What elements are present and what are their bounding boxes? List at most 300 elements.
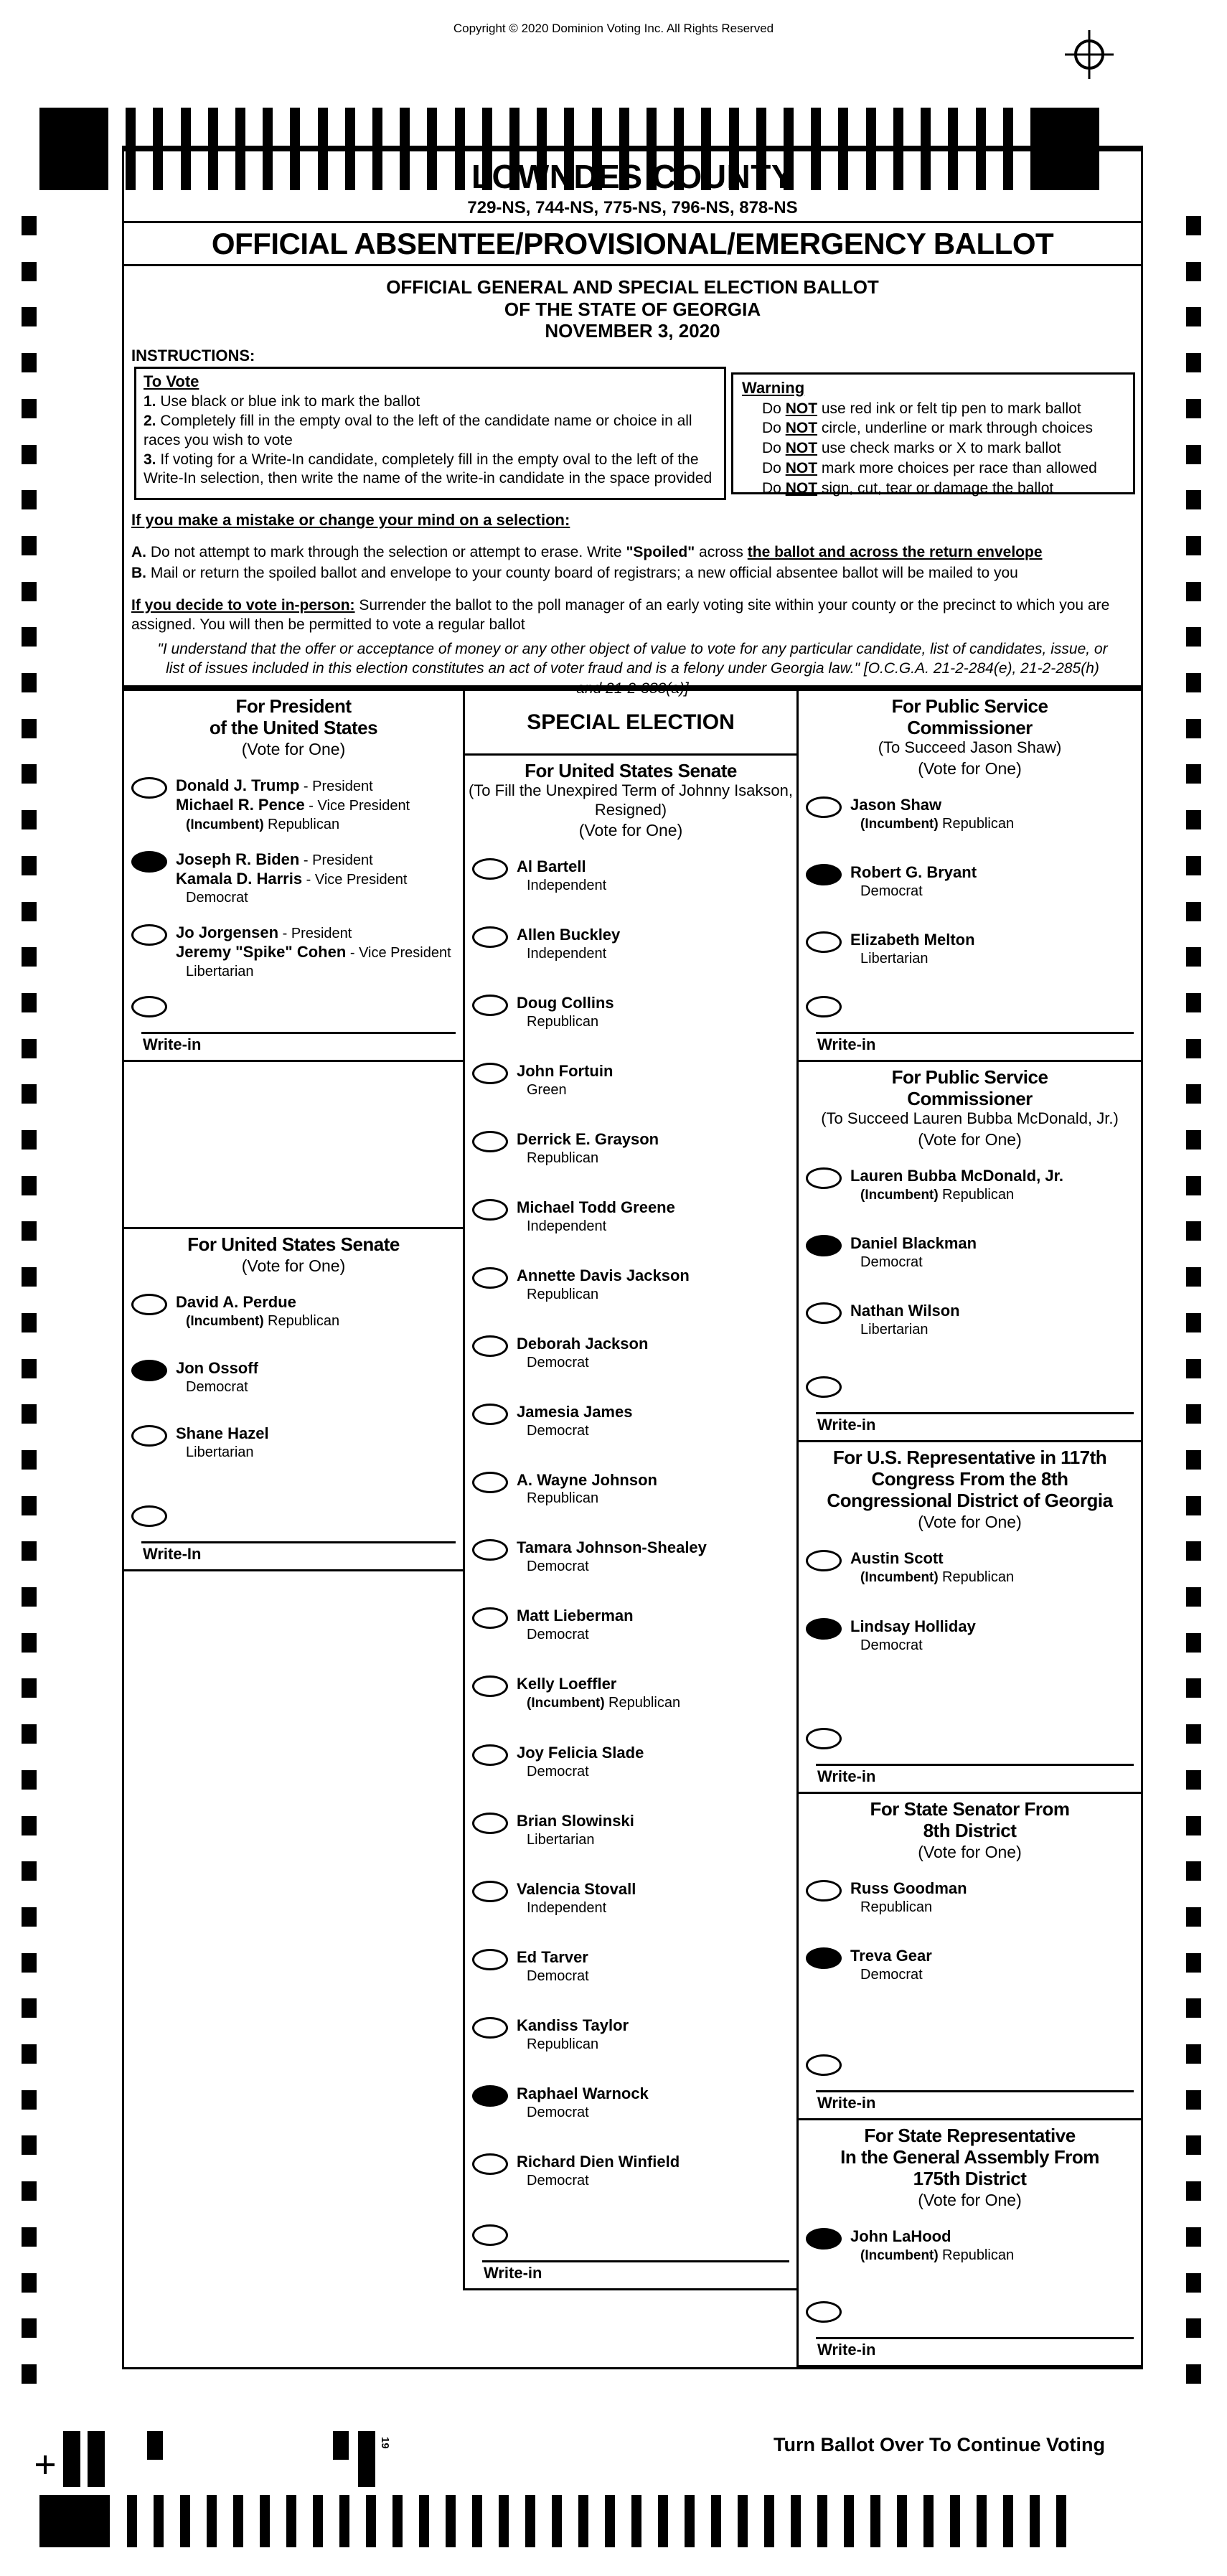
timing-bar (844, 2495, 854, 2547)
ballot-oval-filled[interactable] (472, 2085, 508, 2107)
timing-bar (897, 2495, 907, 2547)
timing-mark-right (1186, 947, 1201, 967)
candidate-row (472, 1538, 794, 1575)
warning-item: Do NOT mark more choices per race than allowed (762, 459, 1097, 476)
candidate-party: Democrat (860, 1637, 923, 1654)
special-election-header: SPECIAL ELECTION (465, 691, 796, 756)
in-person-text: Surrender the ballot to the poll manager of an early voting site within your county or the precinct to which you are assigned. You will then be permitted to vote a regular ballot (131, 597, 1110, 634)
candidate-text (517, 926, 620, 962)
candidate-name: Matt Lieberman (517, 1607, 634, 1625)
to-vote-item: 3. If voting for a Write-In candidate, completely fill in the empty oval to the left of the Write-In selection, then write the name of the write-in candidate in the space provided (144, 451, 713, 487)
race-title: For Public Service (891, 1066, 1048, 1088)
mistake-heading: If you make a mistake or change your mind on a selection: (131, 511, 570, 529)
timing-bar (339, 2495, 349, 2547)
timing-bar (63, 2431, 80, 2487)
ballot-oval[interactable] (472, 1881, 508, 1902)
to-vote-item-number: 1. (144, 392, 161, 410)
timing-bar (147, 2431, 163, 2460)
warning-not: NOT (785, 459, 818, 476)
warning-not: NOT (785, 400, 818, 417)
ballot-oval[interactable] (806, 1167, 842, 1189)
incumbent-tag: (Incumbent) (860, 1187, 942, 1203)
candidate-text (517, 994, 614, 1030)
timing-bar (88, 2431, 105, 2487)
ballot-oval[interactable] (472, 1199, 508, 1221)
warning-not: NOT (785, 420, 818, 437)
ballot-oval[interactable] (472, 1675, 508, 1697)
timing-bar (472, 2495, 482, 2547)
race-title: 175th District (913, 2168, 1027, 2190)
in-person-note (131, 596, 1129, 635)
ballot-body (122, 146, 1143, 2369)
race-title: For United States Senate (525, 760, 737, 781)
race-title: Congress From the 8th (871, 1468, 1068, 1490)
ballot-oval-filled[interactable] (806, 1618, 842, 1640)
race-subtitle: (To Succeed Lauren Bubba McDonald, Jr.) (821, 1109, 1119, 1128)
write-in-area (131, 1505, 456, 1564)
write-in-label: Write-in (817, 2341, 876, 2359)
timing-mark-right (1186, 445, 1201, 464)
ballot-oval[interactable] (472, 1404, 508, 1425)
candidate-text (517, 1471, 657, 1508)
candidate-name: Kelly Loeffler (517, 1675, 617, 1693)
registration-crosshair-icon (1061, 26, 1118, 83)
write-in-area (806, 2054, 1134, 2112)
candidate-text (517, 857, 606, 894)
candidate-party: Republican (860, 1899, 933, 1916)
ballot-oval-filled[interactable] (131, 1360, 167, 1381)
candidate-text (517, 1675, 680, 1712)
candidate-party: (Incumbent) Republican (527, 1695, 681, 1711)
timing-mark-right (1186, 399, 1201, 418)
candidate-text (517, 2084, 649, 2121)
write-in-oval[interactable] (806, 1728, 842, 1749)
to-vote-title: To Vote (144, 372, 199, 390)
candidate-name: Elizabeth Melton (850, 931, 975, 949)
to-vote-item: 2. Completely fill in the empty oval to the left of the candidate name or choice in all races you wish to vote (144, 412, 692, 448)
ballot-oval[interactable] (472, 1131, 508, 1152)
timing-mark-right (1186, 764, 1201, 784)
candidate-text (176, 850, 407, 906)
mistake-a-text2: across (695, 543, 748, 560)
timing-mark-left (22, 993, 37, 1012)
timing-mark-left (22, 1039, 37, 1058)
candidate-row (472, 2084, 794, 2121)
ballot-oval[interactable] (806, 1550, 842, 1571)
race-state-rep-175th (799, 2120, 1141, 2367)
timing-bar (1003, 2495, 1013, 2547)
ballot-oval[interactable] (472, 1335, 508, 1357)
incumbent-tag: (Incumbent) (860, 1570, 942, 1586)
write-in-oval[interactable] (806, 2301, 842, 2323)
to-vote-item-number: 2. (144, 412, 161, 429)
write-in-line[interactable] (141, 1032, 456, 1034)
timing-mark-right (1186, 582, 1201, 601)
timing-bar (711, 2495, 721, 2547)
warning-box (731, 372, 1135, 497)
ballot-oval-filled[interactable] (806, 1235, 842, 1256)
candidate-row (806, 1947, 1138, 1983)
race-us-senate (124, 1227, 463, 1571)
race-vote-for: (Vote for One) (918, 1843, 1022, 1862)
warning-not: NOT (785, 440, 818, 457)
warning-items (742, 399, 1124, 499)
race-us-senate-special (465, 756, 796, 2290)
ballot-oval[interactable] (131, 924, 167, 946)
candidate-text (517, 1403, 632, 1439)
candidate-text (850, 1302, 960, 1338)
instructions-row (134, 367, 1135, 504)
candidate-row (472, 1675, 794, 1712)
timing-bar (392, 2495, 403, 2547)
race-vote-for: (Vote for One) (241, 740, 346, 759)
candidate-text (517, 1812, 634, 1848)
write-in-oval[interactable] (806, 2054, 842, 2076)
candidate-row (472, 926, 794, 962)
write-in-line[interactable] (816, 1032, 1134, 1034)
timing-mark-right (1186, 1221, 1201, 1241)
timing-mark-right (1186, 1678, 1201, 1698)
candidate-name: Raphael Warnock (517, 2084, 649, 2102)
ballot-oval[interactable] (472, 1472, 508, 1493)
timing-mark-right (1186, 536, 1201, 555)
candidate-name: Richard Dien Winfield (517, 2152, 680, 2171)
affidavit-text: "I understand that the offer or acceptance of money or any other object of value to vote for any particular candidate, list of candidates, issue, or list of issues included in this election constitutes an act of voter fraud and is a felony under Georgia law." [O.C.G.A. 21-2-284(e), 21-2-285(h) and 21-2-383(a)] (124, 636, 1141, 691)
race-subtitle: (To Succeed Jason Shaw) (878, 738, 1062, 757)
timing-mark-left (22, 307, 37, 326)
timing-mark-right (1186, 2318, 1201, 2338)
race-title: Congressional District of Georgia (827, 1490, 1113, 1512)
timing-mark-left (22, 536, 37, 555)
candidate-name: Brian Slowinski (517, 1812, 634, 1830)
election-title-line: OF THE STATE OF GEORGIA (504, 298, 761, 320)
candidate-party: (Incumbent) Republican (860, 1186, 1015, 1203)
timing-mark-left (22, 1176, 37, 1195)
candidate-party: Libertarian (860, 951, 929, 967)
race-title: For U.S. Representative in 117th (832, 1447, 1107, 1468)
timing-mark-right (1186, 627, 1201, 647)
ballot-oval[interactable] (472, 1539, 508, 1561)
candidate-text (850, 2227, 1014, 2265)
candidate-row (472, 994, 794, 1030)
race-president (124, 691, 463, 1062)
candidate-text (517, 2153, 680, 2189)
timing-mark-right (1186, 1816, 1201, 1835)
timing-mark-left (22, 2135, 37, 2155)
timing-mark-right (1186, 719, 1201, 738)
ballot-oval[interactable] (472, 1744, 508, 1766)
candidate-party: Independent (527, 945, 607, 962)
election-title-line: OFFICIAL GENERAL AND SPECIAL ELECTION BALLOT (386, 276, 879, 298)
candidate-party: Republican (527, 1150, 599, 1166)
ballot-oval[interactable] (472, 995, 508, 1016)
ballot-oval-filled[interactable] (131, 851, 167, 873)
race-title: For State Representative (864, 2125, 1076, 2146)
county-name: LOWNDES COUNTY (471, 158, 794, 195)
write-in-area (131, 995, 456, 1054)
timing-mark-left (22, 353, 37, 372)
candidate-row (806, 796, 1138, 833)
ballot-oval-filled[interactable] (806, 1947, 842, 1969)
timing-mark-left (22, 1770, 37, 1790)
write-in-area (472, 2224, 789, 2283)
ballot-oval[interactable] (472, 1267, 508, 1289)
warning-item: Do NOT circle, underline or mark through choices (762, 420, 1094, 437)
candidate-name: Robert G. Bryant (850, 863, 977, 882)
ballot-oval-filled[interactable] (806, 864, 842, 885)
timing-mark-left (22, 1953, 37, 1973)
write-in-area (806, 995, 1134, 1054)
to-vote-item-number: 3. (144, 451, 161, 468)
timing-mark-left (22, 2364, 37, 2384)
candidate-name: Ed Tarver (517, 1947, 588, 1966)
candidate-text (517, 1744, 644, 1780)
warning-item: Do NOT use check marks or X to mark ballot (762, 440, 1061, 457)
ballot-oval[interactable] (472, 1063, 508, 1084)
race-title: Commissioner (907, 1088, 1033, 1110)
write-in-label: Write-in (484, 2264, 542, 2282)
write-in-label: Write-in (817, 1767, 876, 1785)
warning-not: NOT (785, 479, 818, 497)
timing-mark-right (1186, 1953, 1201, 1973)
timing-mark-left (22, 902, 37, 921)
candidate-role: - Vice President (346, 945, 451, 962)
timing-bar (1030, 2495, 1040, 2547)
ballot-oval[interactable] (131, 1425, 167, 1447)
race-vote-for: (Vote for One) (578, 820, 683, 840)
election-title (124, 266, 1141, 341)
candidate-party: Democrat (527, 2172, 589, 2189)
write-in-label: Write-in (817, 2094, 876, 2112)
ballot-oval[interactable] (131, 777, 167, 799)
timing-mark-right (1186, 2273, 1201, 2293)
timing-mark-left (22, 856, 37, 875)
timing-bar (817, 2495, 827, 2547)
candidate-row (472, 1403, 794, 1439)
candidate-name: Derrick E. Grayson (517, 1129, 659, 1148)
candidate-name: Valencia Stovall (517, 1880, 636, 1899)
candidate-row (472, 2016, 794, 2053)
timing-mark-left (22, 1724, 37, 1744)
timing-mark-right (1186, 2044, 1201, 2064)
candidate-text (850, 1879, 967, 1916)
candidate-row (806, 1302, 1138, 1338)
timing-mark-left (22, 947, 37, 967)
candidate-text (850, 1234, 977, 1271)
write-in-area (806, 1376, 1134, 1434)
timing-bar (791, 2495, 801, 2547)
ballot-oval[interactable] (472, 858, 508, 880)
candidate-row (472, 1266, 794, 1303)
write-in-line[interactable] (816, 1412, 1134, 1414)
candidate-name: Daniel Blackman (850, 1234, 977, 1253)
timing-bar (180, 2495, 190, 2547)
candidate-row (131, 1359, 460, 1396)
timing-mark-right (1186, 993, 1201, 1012)
candidate-role: - President (299, 779, 373, 795)
write-in-oval[interactable] (806, 1376, 842, 1398)
timing-mark-left (22, 2318, 37, 2338)
timing-mark-right (1186, 307, 1201, 326)
timing-bar (286, 2495, 296, 2547)
candidate-party: (Incumbent) Republican (186, 816, 340, 832)
warning-title: Warning (742, 379, 805, 397)
candidate-party: Democrat (186, 890, 248, 906)
candidate-party: (Incumbent) Republican (860, 1569, 1015, 1586)
candidate-name: Jamesia James (517, 1402, 633, 1421)
write-in-area (806, 1727, 1134, 1786)
ballot-oval[interactable] (806, 796, 842, 818)
candidate-name: John Fortuin (517, 1061, 614, 1080)
timing-mark-left (22, 1221, 37, 1241)
candidate-row (131, 850, 460, 906)
ballot-oval[interactable] (472, 926, 508, 948)
candidate-party: Green (527, 1081, 567, 1098)
timing-bar (870, 2495, 880, 2547)
candidate-text (517, 1948, 589, 1985)
candidate-row (472, 1471, 794, 1508)
mistake-item-a (131, 542, 1141, 562)
ballot-oval[interactable] (806, 1302, 842, 1324)
write-in-oval[interactable] (806, 996, 842, 1017)
candidate-name: Deborah Jackson (517, 1334, 649, 1353)
write-in-label: Write-in (143, 1035, 202, 1053)
timing-bar (950, 2495, 960, 2547)
candidate-name: Tamara Johnson-Shealey (517, 1538, 707, 1557)
write-in-oval[interactable] (472, 2224, 508, 2246)
race-vote-for: (Vote for One) (918, 1129, 1022, 1149)
timing-mark-right (1186, 1587, 1201, 1607)
incumbent-tag: (Incumbent) (860, 2248, 942, 2264)
candidate-party: Democrat (527, 1627, 589, 1643)
candidate-row (806, 1167, 1138, 1204)
timing-mark-right (1186, 1907, 1201, 1927)
timing-mark-right (1186, 1496, 1201, 1515)
candidate-row (131, 923, 460, 979)
timing-mark-right (1186, 1267, 1201, 1287)
timing-mark-left (22, 1267, 37, 1287)
to-vote-items (144, 392, 717, 489)
candidate-row (806, 1234, 1138, 1271)
sheet-marker: 19 (379, 2437, 391, 2449)
timing-mark-right (1186, 673, 1201, 692)
candidate-name: Donald J. Trump - President (176, 776, 373, 795)
candidate-party: Libertarian (186, 963, 254, 979)
candidate-party: Democrat (527, 1422, 589, 1439)
turn-ballot-over-text: Turn Ballot Over To Continue Voting (774, 2434, 1105, 2455)
timing-mark-left (22, 1496, 37, 1515)
write-in-line[interactable] (816, 1764, 1134, 1766)
candidate-name: Lindsay Holliday (850, 1617, 976, 1636)
race-title: 8th District (923, 1820, 1017, 1842)
timing-mark-left (22, 1633, 37, 1653)
timing-mark-left (22, 445, 37, 464)
ballot-oval[interactable] (472, 1949, 508, 1970)
candidate-text (176, 1293, 339, 1330)
write-in-area (806, 2300, 1134, 2359)
timing-mark-right (1186, 2135, 1201, 2155)
timing-mark-left (22, 719, 37, 738)
timing-mark-left (22, 2181, 37, 2201)
timing-mark-right (1186, 1633, 1201, 1653)
mistake-section (131, 510, 1141, 636)
write-in-label: Write-in (817, 1035, 876, 1053)
ballot-oval[interactable] (806, 1880, 842, 1902)
candidate-row (472, 1948, 794, 1985)
timing-bar (419, 2495, 429, 2547)
ballot-oval[interactable] (806, 931, 842, 953)
candidate-row (131, 776, 460, 833)
candidate-name: Lauren Bubba McDonald, Jr. (850, 1166, 1064, 1185)
candidate-row (472, 1335, 794, 1371)
precinct-list: 729-NS, 744-NS, 775-NS, 796-NS, 878-NS (467, 198, 798, 217)
ballot-oval[interactable] (472, 2017, 508, 2039)
candidate-text (517, 1335, 648, 1371)
timing-bar (233, 2495, 243, 2547)
timing-mark-left (22, 627, 37, 647)
write-in-line[interactable] (816, 2337, 1134, 2339)
candidate-role: - Vice President (304, 797, 410, 814)
candidate-row (806, 1617, 1138, 1654)
candidate-role: - President (278, 926, 352, 942)
write-in-line[interactable] (141, 1541, 456, 1543)
timing-mark-right (1186, 1770, 1201, 1790)
write-in-line[interactable] (816, 2090, 1134, 2092)
ballot-oval[interactable] (131, 1294, 167, 1315)
timing-mark-left (22, 1359, 37, 1378)
candidate-text (517, 1198, 675, 1235)
ballot-oval[interactable] (472, 2153, 508, 2175)
race-vote-for: (Vote for One) (918, 1513, 1022, 1532)
candidate-text (517, 1130, 659, 1167)
race-title: For President (235, 695, 352, 717)
candidate-text (850, 863, 977, 900)
timing-mark-left (22, 673, 37, 692)
candidate-party: Republican (527, 1013, 599, 1030)
timing-mark-right (1186, 1176, 1201, 1195)
candidate-party: Republican (527, 1490, 599, 1507)
candidate-text (176, 923, 451, 979)
ballot-oval[interactable] (472, 1813, 508, 1834)
timing-bar (923, 2495, 934, 2547)
candidate-name: Joy Felicia Slade (517, 1744, 644, 1762)
timing-mark-left (22, 2227, 37, 2247)
race-us-rep-8th (799, 1442, 1141, 1794)
timing-mark-right (1186, 1313, 1201, 1332)
timing-mark-left (22, 1861, 37, 1881)
write-in-oval[interactable] (131, 996, 167, 1017)
candidate-name: Joseph R. Biden - President (176, 850, 373, 869)
candidate-party: Democrat (527, 1559, 589, 1575)
timing-bar (366, 2495, 376, 2547)
timing-mark-right (1186, 2227, 1201, 2247)
timing-mark-left (22, 1587, 37, 1607)
warning-item: Do NOT use red ink or felt tip pen to mark ballot (762, 400, 1081, 417)
race-psc-shaw (799, 691, 1141, 1062)
to-vote-box (134, 367, 726, 500)
timing-bar (552, 2495, 562, 2547)
ballot-oval-filled[interactable] (806, 2228, 842, 2250)
candidate-row (472, 1062, 794, 1099)
candidate-text (850, 796, 1014, 833)
timing-bar (738, 2495, 748, 2547)
candidate-name: Austin Scott (850, 1549, 944, 1568)
candidate-name: Al Bartell (517, 857, 586, 875)
write-in-oval[interactable] (131, 1505, 167, 1527)
ballot-oval[interactable] (472, 1607, 508, 1629)
write-in-line[interactable] (482, 2260, 789, 2262)
candidate-party: Democrat (527, 2104, 589, 2120)
